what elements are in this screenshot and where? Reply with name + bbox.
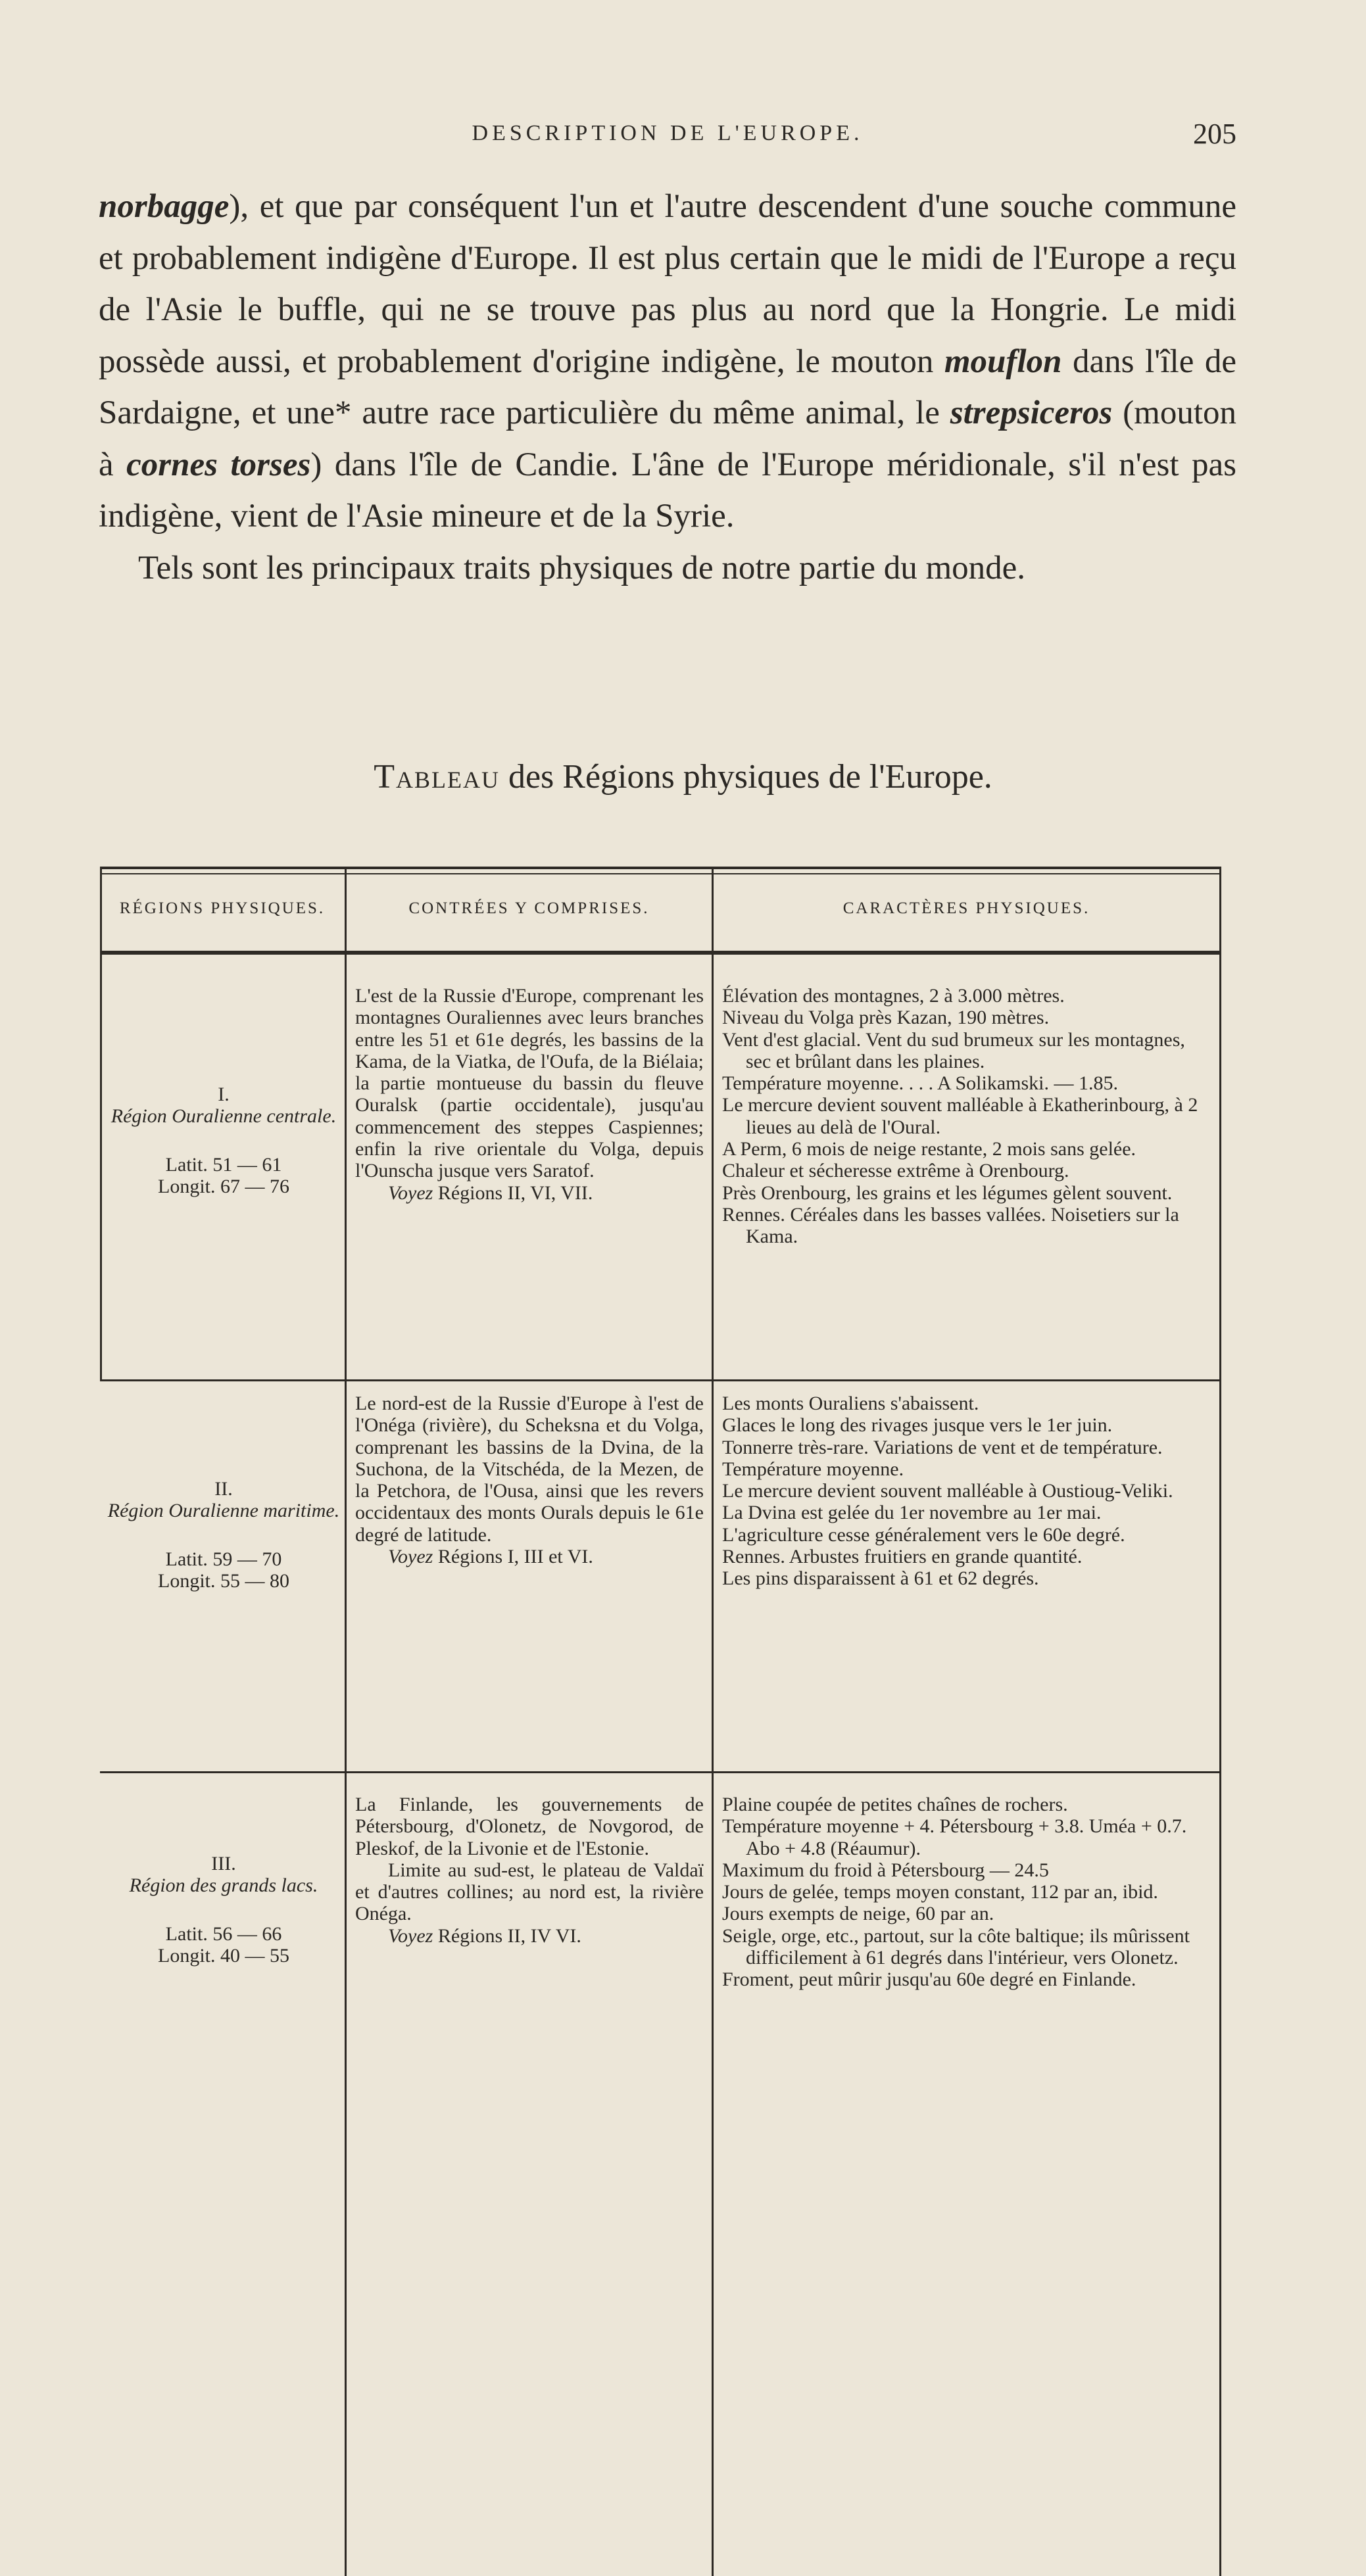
caractere-line: Rennes. Arbustes fruitiers en grande quantité. xyxy=(722,1546,1083,1568)
contrees-limits: Limite au sud-est, le plateau de Valdaï et d'autres collines; au nord est, la rivière Onéga. xyxy=(355,1859,704,1925)
text-run: ) dans l'île de Candie. L'âne de l'Europe méridionale, s'il n'est pas indigène, vient de l'Asie mineure et de la Syrie. xyxy=(99,446,1236,535)
region-cell-3 xyxy=(105,1853,342,1967)
intro-text xyxy=(99,181,1236,594)
see-also-regions: Régions II, IV VI. xyxy=(433,1924,581,1947)
row-rule-1 xyxy=(100,1379,1221,1381)
caractere-line: Jours de gelée, temps moyen constant, 112 par an, ibid. xyxy=(722,1881,1158,1903)
caracteres-cell-1 xyxy=(722,985,1212,1248)
running-head: DESCRIPTION DE L'EUROPE. xyxy=(472,121,864,145)
page-header xyxy=(99,117,1236,156)
text-run: (mouton à xyxy=(99,394,1236,483)
contrees-cell-3 xyxy=(355,1794,704,1947)
region-longitude: Longit. 67 — 76 xyxy=(158,1175,289,1197)
italic-term: mouflon xyxy=(944,343,1062,380)
table-top-border-inner xyxy=(100,873,1221,874)
caractere-line: Rennes. Céréales dans les basses vallées. Noisetiers sur la Kama. xyxy=(722,1203,1179,1248)
table-title-rest: des Régions physiques de l'Europe. xyxy=(499,758,992,796)
caractere-line: Froment, peut mûrir jusqu'au 60e degré en Finlande. xyxy=(722,1968,1136,1991)
region-name: Région Ouralienne centrale. xyxy=(110,1105,337,1128)
region-number: III. xyxy=(211,1853,236,1874)
region-longitude: Longit. 40 — 55 xyxy=(158,1944,289,1967)
caractere-line: Jours exempts de neige, 60 par an. xyxy=(722,1903,994,1925)
caractere-line: Niveau du Volga près Kazan, 190 mètres. xyxy=(722,1007,1050,1029)
region-latitude: Latit. 51 — 61 xyxy=(165,1153,282,1176)
see-also-regions: Régions I, III et VI. xyxy=(433,1546,593,1568)
caractere-line: Température moyenne. xyxy=(722,1458,904,1480)
caractere-line: Les monts Ouraliens s'abaissent. xyxy=(722,1393,979,1414)
caractere-line: Glaces le long des rivages jusque vers le 1er juin. xyxy=(722,1414,1113,1437)
see-also-regions: Régions II, VI, VII. xyxy=(433,1181,593,1204)
table-right-border xyxy=(1219,867,1221,2576)
column-divider-1 xyxy=(345,867,347,2576)
region-number: II. xyxy=(214,1478,233,1500)
region-number: I. xyxy=(218,1084,230,1105)
italic-term: cornes torses xyxy=(126,446,311,483)
region-name: Région Ouralienne maritime. xyxy=(107,1500,340,1522)
region-longitude: Longit. 55 — 80 xyxy=(158,1569,289,1592)
region-name: Région des grands lacs. xyxy=(129,1874,318,1897)
page-number: 205 xyxy=(1193,118,1236,150)
regions-table xyxy=(100,867,1221,2576)
caractere-line: Vent d'est glacial. Vent du sud brumeux sur les montagnes, sec et brûlant dans les plaines. xyxy=(722,1028,1185,1072)
caractere-line: Le mercure devient souvent malléable à Oustioug-Veliki. xyxy=(722,1480,1173,1502)
caracteres-cell-2 xyxy=(722,1393,1212,1590)
caractere-line: Maximum du froid à Pétersbourg — 24.5 xyxy=(722,1859,1049,1881)
region-cell-1 xyxy=(105,1084,342,1197)
caractere-line: Les pins disparaissent à 61 et 62 degrés. xyxy=(722,1567,1039,1590)
caractere-line: Plaine coupée de petites chaînes de rochers. xyxy=(722,1794,1068,1815)
header-caracteres: CARACTÈRES PHYSIQUES. xyxy=(842,899,1090,917)
see-also-label: Voyez xyxy=(388,1181,433,1204)
table-left-border xyxy=(100,867,102,1379)
italic-term: strepsiceros xyxy=(950,394,1113,431)
caractere-line: Le mercure devient souvent malléable à Ekatherinbourg, à 2 lieues au delà de l'Oural. xyxy=(722,1094,1198,1138)
contrees-text: L'est de la Russie d'Europe, comprenant les montagnes Ouraliennes avec leurs branches entre les 51 et 61e degrés, les bassins de la Kama, de la Viatka, de l'Oufa, de la Biélaia; la partie montueuse du bassin du fleuve Ouralsk (partie occidentale), jusqu'au commencement des steppes Caspiennes; enfin la rive orientale du Volga, depuis l'Ounscha jusque vers Saratof. xyxy=(355,985,704,1182)
contrees-cell-1 xyxy=(355,985,704,1204)
caractere-line: Élévation des montagnes, 2 à 3.000 mètres. xyxy=(722,985,1065,1007)
see-also xyxy=(355,1182,704,1204)
caractere-line: Seigle, orge, etc., partout, sur la côte baltique; ils mûrissent difficilement à 61 degrés dans l'intérieur, vers Olonetz. xyxy=(722,1924,1190,1969)
region-latitude: Latit. 59 — 70 xyxy=(165,1548,282,1570)
table-top-border xyxy=(100,867,1221,869)
caractere-line: Chaleur et sécheresse extrême à Orenbourg. xyxy=(722,1160,1069,1182)
contrees-text: Le nord-est de la Russie d'Europe à l'est de l'Onéga (rivière), du Scheksna et du Volga, comprenant les bassins de la Dvina, de la Suchona, de la Vitschéda, de la Mezen, de la Petchora, de l'Ousa, ainsi que les revers occidentaux des monts Ourals depuis le 61e degré de latitude. xyxy=(355,1393,704,1546)
italic-term: norbagge xyxy=(99,188,230,225)
header-rule xyxy=(100,951,1221,955)
region-latitude: Latit. 56 — 66 xyxy=(165,1922,282,1945)
contrees-cell-2 xyxy=(355,1393,704,1567)
see-also xyxy=(355,1925,704,1947)
caractere-line: A Perm, 6 mois de neige restante, 2 mois sans gelée. xyxy=(722,1138,1136,1160)
table-title xyxy=(0,757,1366,796)
column-divider-2 xyxy=(712,867,714,2576)
caractere-line: Température moyenne. . . . A Solikamski. — 1.85. xyxy=(722,1072,1118,1095)
table-title-lead: Tableau xyxy=(374,758,500,796)
caractere-line: Tonnerre très-rare. Variations de vent et de température. xyxy=(722,1436,1163,1458)
intro-paragraph-1 xyxy=(99,181,1236,542)
caractere-line: Près Orenbourg, les grains et les légumes gèlent souvent. xyxy=(722,1181,1173,1204)
header-regions: RÉGIONS PHYSIQUES. xyxy=(119,899,326,917)
caractere-line: Température moyenne + 4. Pétersbourg + 3.8. Uméa + 0.7. Abo + 4.8 (Réaumur). xyxy=(722,1815,1187,1859)
region-cell-2 xyxy=(105,1478,342,1592)
text-run: ), et que par conséquent l'un et l'autre descendent d'une souche commune et probablement indigène d'Europe. Il est plus certain que le midi de l'Europe a reçu de l'Asie le buffle, qui ne se trouve pas plus au nord que la Hongrie. Le midi possède aussi, et probablement d'origine indigène, le mouton xyxy=(99,188,1236,380)
row-rule-2 xyxy=(100,1771,1221,1773)
see-also xyxy=(355,1546,704,1567)
contrees-text: La Finlande, les gouvernements de Pétersbourg, d'Olonetz, de Novgorod, de Pleskof, de la Livonie et de l'Estonie. xyxy=(355,1794,704,1859)
see-also-label: Voyez xyxy=(388,1546,433,1568)
caractere-line: La Dvina est gelée du 1er novembre au 1er mai. xyxy=(722,1502,1102,1524)
header-contrees: CONTRÉES Y COMPRISES. xyxy=(408,899,650,917)
text-run: dans l'île de Sardaigne, et une* autre race particulière du même animal, le xyxy=(99,343,1237,431)
see-also-label: Voyez xyxy=(388,1924,433,1947)
caracteres-cell-3 xyxy=(722,1794,1212,1991)
caractere-line: L'agriculture cesse généralement vers le 60e degré. xyxy=(722,1523,1125,1546)
intro-paragraph-2: Tels sont les principaux traits physiques de notre partie du monde. xyxy=(138,549,1026,586)
